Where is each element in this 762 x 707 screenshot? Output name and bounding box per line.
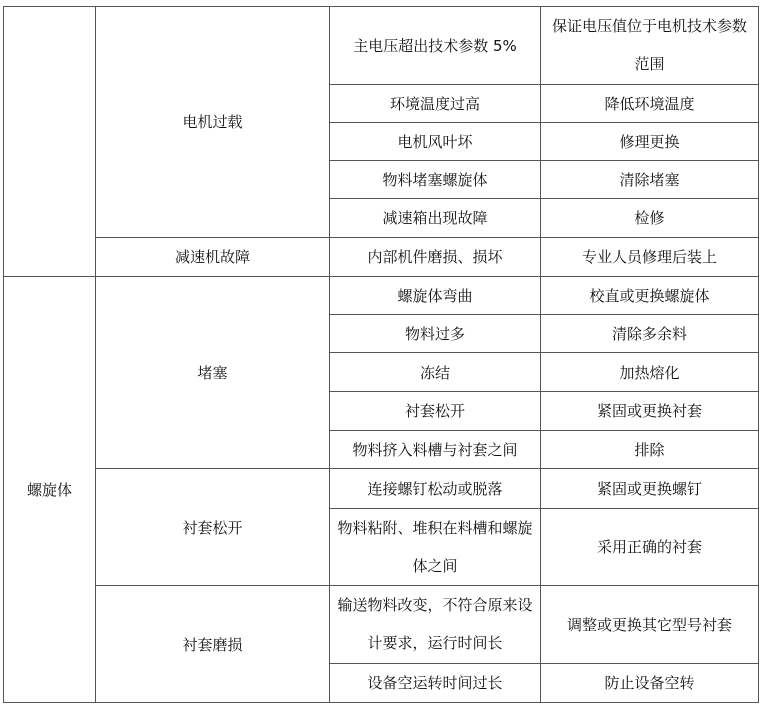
detail-cell: 连接螺钉松动或脱落 xyxy=(330,469,541,508)
fix-cell: 专业人员修理后装上 xyxy=(541,237,759,276)
category-cell: 螺旋体 xyxy=(4,276,96,702)
fix-cell: 紧固或更换螺钉 xyxy=(541,469,759,508)
detail-text: 主电压超出技术参数 5% xyxy=(353,36,517,55)
fix-cell: 加热熔化 xyxy=(541,353,759,391)
fault-table xyxy=(3,6,759,703)
table-row xyxy=(4,586,759,664)
fix-cell: 清除多余料 xyxy=(541,315,759,353)
detail-cell: 物料过多 xyxy=(330,315,541,353)
detail-cell: 物料堵塞螺旋体 xyxy=(330,161,541,199)
fix-cell: 保证电压值位于电机技术参数范围 xyxy=(541,7,759,85)
fix-cell: 降低环境温度 xyxy=(541,84,759,122)
table-row xyxy=(4,276,759,314)
detail-cell: 物料挤入料槽与衬套之间 xyxy=(330,430,541,468)
detail-cell: 冻结 xyxy=(330,353,541,391)
fix-cell: 防止设备空转 xyxy=(541,663,759,702)
cause-cell: 减速机故障 xyxy=(96,237,330,276)
detail-cell: 减速箱出现故障 xyxy=(330,199,541,237)
fix-cell: 检修 xyxy=(541,199,759,237)
fix-cell: 排除 xyxy=(541,430,759,468)
detail-cell: 输送物料改变，不符合原来设计要求，运行时间长 xyxy=(330,586,541,664)
detail-cell: 物料粘附、堆积在料槽和螺旋体之间 xyxy=(330,508,541,586)
fix-cell: 采用正确的衬套 xyxy=(541,508,759,586)
cause-cell: 衬套松开 xyxy=(96,469,330,586)
fix-cell: 校直或更换螺旋体 xyxy=(541,276,759,314)
detail-cell: 螺旋体弯曲 xyxy=(330,276,541,314)
table-row xyxy=(4,7,759,85)
fix-cell: 调整或更换其它型号衬套 xyxy=(541,586,759,664)
fix-cell: 清除堵塞 xyxy=(541,161,759,199)
fix-cell: 紧固或更换衬套 xyxy=(541,391,759,430)
table-row xyxy=(4,237,759,276)
cause-cell: 电机过载 xyxy=(96,7,330,238)
cause-cell: 衬套磨损 xyxy=(96,586,330,703)
table-row xyxy=(4,469,759,508)
detail-cell: 设备空运转时间过长 xyxy=(330,663,541,702)
cause-cell: 堵塞 xyxy=(96,276,330,468)
detail-cell: 电机风叶坏 xyxy=(330,122,541,160)
category-cell xyxy=(4,7,96,277)
detail-cell: 衬套松开 xyxy=(330,391,541,430)
detail-cell: 内部机件磨损、损坏 xyxy=(330,237,541,276)
detail-cell: 环境温度过高 xyxy=(330,84,541,122)
detail-cell xyxy=(330,7,541,85)
fix-cell: 修理更换 xyxy=(541,122,759,160)
